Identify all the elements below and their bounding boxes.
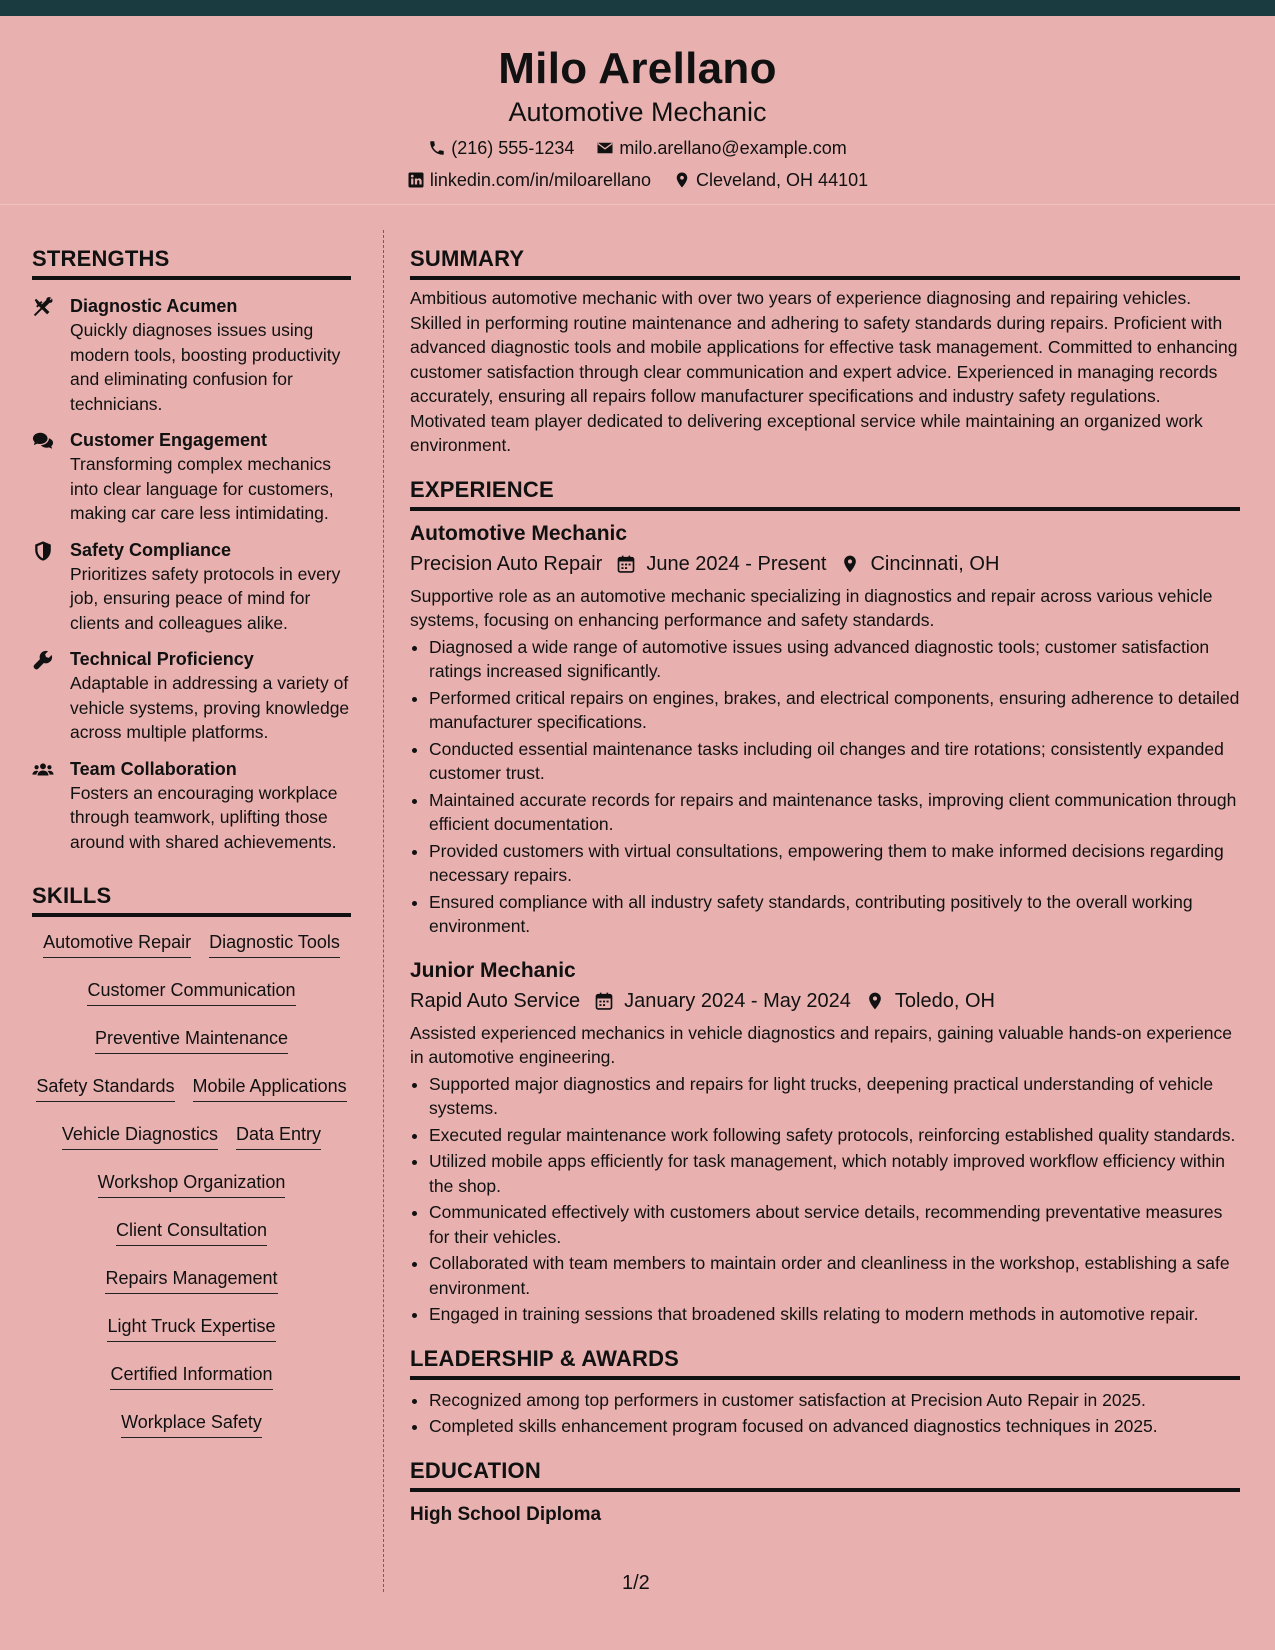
education-degree: High School Diploma	[410, 1503, 602, 1525]
job-title: Automotive Mechanic	[410, 521, 628, 545]
job-meta	[410, 987, 1240, 1015]
skill-chip: Preventive Maintenance	[95, 1021, 288, 1054]
phone-text: (216) 555-1234	[451, 138, 575, 158]
job-dates: June 2024 - Present	[646, 552, 827, 575]
job-company: Precision Auto Repair	[410, 552, 603, 575]
job-entry	[410, 520, 1240, 939]
strength-item	[32, 294, 351, 416]
job-description: Supportive role as an automotive mechanic specializing in diagnostics and repair across various vehicle systems, focusing on enhancing performance and safety standards.	[410, 585, 1213, 630]
top-accent-bar	[0, 0, 1275, 16]
skill-chip: Workplace Safety	[121, 1405, 262, 1438]
job-dates: January 2024 - May 2024	[624, 989, 851, 1012]
strength-item	[32, 428, 351, 526]
resume-header	[0, 16, 1275, 205]
job-bullet: • Ensured compliance with all industry safety standards, contributing positively to the overall working environment.	[429, 890, 1240, 939]
strength-desc: Transforming complex mechanics into clear language for customers, making car care less intimidating.	[70, 454, 334, 523]
wrench-icon	[32, 649, 54, 671]
job-bullet: • Provided customers with virtual consultations, empowering them to make informed decisions regarding necessary repairs.	[429, 839, 1240, 888]
location-contact	[673, 168, 868, 192]
summary-text: Ambitious automotive mechanic with over two years of experience diagnosing and repairing vehicles. Skilled in performing routine maintenance and adhering to safety standards during repairs. Proficient with advanced diagnostic tools and mobile applications for effective task management. Committed to enhancing customer satisfaction through clear communication and expert advice. Experienced in managing records accurately, ensuring all repairs follow manufacturer specifications and industry safety regulations. Motivated team player dedicated to delivering exceptional service while maintaining an organized work environment.	[410, 288, 1238, 455]
skill-chip: Customer Communication	[87, 973, 295, 1006]
job-bullet: • Communicated effectively with customers about service details, recommending preventative measures for their vehicles.	[429, 1200, 1240, 1249]
job-bullet: • Executed regular maintenance work following safety protocols, reinforcing established quality standards.	[429, 1123, 1240, 1148]
job-title: Junior Mechanic	[410, 958, 576, 982]
candidate-name: Milo Arellano	[498, 44, 777, 93]
strength-title: Safety Compliance	[70, 539, 232, 560]
job-bullet: • Collaborated with team members to maintain order and cleanliness in the workshop, establishing a safe environment.	[429, 1251, 1240, 1300]
strength-title: Diagnostic Acumen	[70, 296, 238, 316]
users-icon	[32, 759, 54, 781]
job-bullet: • Conducted essential maintenance tasks including oil changes and tire rotations; consistently expanded customer trust.	[429, 737, 1240, 786]
job-bullet: • Diagnosed a wide range of automotive issues using advanced diagnostic tools; customer satisfaction ratings increased significantly.	[429, 635, 1240, 684]
location-text: Cleveland, OH 44101	[696, 170, 869, 190]
calendar-icon	[616, 554, 636, 574]
strength-desc: Fosters an encouraging workplace through teamwork, uplifting those around with shared achievements.	[70, 782, 338, 852]
right-column	[410, 245, 1240, 1528]
job-bullet: • Utilized mobile apps efficiently for task management, which notably improved workflow efficiency within the shop.	[429, 1149, 1240, 1198]
contact-row-2	[0, 168, 1275, 192]
skills-list	[32, 925, 351, 1453]
shield-icon	[32, 540, 54, 562]
strength-item	[32, 647, 351, 745]
candidate-title: Automotive Mechanic	[508, 97, 767, 127]
experience-section	[410, 476, 1240, 1327]
education-heading: EDUCATION	[410, 1457, 1240, 1492]
skills-heading: SKILLS	[32, 882, 351, 917]
job-description: Assisted experienced mechanics in vehicle diagnostics and repairs, gaining valuable hands-on experience in automotive engineering.	[410, 1022, 1233, 1067]
skill-chip: Workshop Organization	[98, 1165, 286, 1198]
leadership-item: • Completed skills enhancement program focused on advanced diagnostics techniques in 2025.	[429, 1414, 1240, 1439]
email-contact[interactable]	[596, 136, 846, 160]
job-company: Rapid Auto Service	[410, 989, 581, 1012]
linkedin-contact[interactable]	[407, 168, 651, 192]
email-text: milo.arellano@example.com	[619, 138, 847, 158]
job-bullet: • Performed critical repairs on engines, brakes, and electrical components, ensuring adherence to detailed manufacturer specifications.	[429, 686, 1240, 735]
job-entry	[410, 957, 1240, 1327]
strength-desc: Quickly diagnoses issues using modern tools, boosting productivity and eliminating confusion for technicians.	[70, 320, 341, 414]
leadership-item: • Recognized among top performers in customer satisfaction at Precision Auto Repair in 2025.	[429, 1388, 1240, 1413]
job-bullet: • Maintained accurate records for repairs and maintenance tasks, improving client communication through efficient documentation.	[429, 788, 1240, 837]
job-location: Toledo, OH	[894, 989, 995, 1012]
job-bullet: • Engaged in training sessions that broadened skills relating to modern methods in automotive repair.	[429, 1302, 1240, 1327]
education-section	[410, 1457, 1240, 1528]
leadership-list	[410, 1388, 1240, 1439]
chat-bubbles-icon	[32, 430, 54, 452]
job-location: Cincinnati, OH	[870, 552, 1000, 575]
skill-chip: Diagnostic Tools	[209, 925, 340, 958]
contact-row-1	[0, 136, 1275, 160]
phone-contact	[428, 136, 574, 160]
strengths-heading: STRENGTHS	[32, 245, 351, 280]
linkedin-text: linkedin.com/in/miloarellano	[429, 170, 651, 190]
skill-chip: Light Truck Expertise	[107, 1309, 275, 1342]
linkedin-icon	[407, 171, 425, 189]
leadership-section	[410, 1345, 1240, 1439]
skill-chip: Repairs Management	[105, 1261, 277, 1294]
leadership-heading: LEADERSHIP & AWARDS	[410, 1345, 1240, 1380]
skill-chip: Safety Standards	[36, 1069, 174, 1102]
page-number: 1/2	[622, 1572, 650, 1594]
column-divider	[383, 230, 384, 1592]
strength-title: Technical Proficiency	[70, 649, 254, 669]
envelope-icon	[596, 139, 614, 157]
strength-item	[32, 757, 351, 855]
phone-icon	[428, 139, 446, 157]
skill-chip: Certified Information	[110, 1357, 272, 1390]
job-bullets	[410, 1072, 1240, 1327]
job-bullet: • Supported major diagnostics and repairs for light trucks, deepening practical understanding of vehicle systems.	[429, 1072, 1240, 1121]
experience-heading: EXPERIENCE	[410, 476, 1240, 511]
skills-section	[32, 882, 351, 1453]
skill-chip: Data Entry	[236, 1117, 321, 1150]
skill-chip: Automotive Repair	[43, 925, 191, 958]
strength-desc: Adaptable in addressing a variety of vehicle systems, proving knowledge across multiple platforms.	[70, 673, 350, 742]
strength-title: Team Collaboration	[70, 758, 237, 779]
skill-chip: Vehicle Diagnostics	[62, 1117, 218, 1150]
tools-icon	[32, 296, 54, 318]
skill-chip: Client Consultation	[116, 1213, 267, 1246]
skill-chip: Mobile Applications	[193, 1069, 347, 1102]
strength-desc: Prioritizes safety protocols in every job, ensuring peace of mind for clients and colleagues alike.	[70, 563, 341, 633]
strength-title: Customer Engagement	[70, 430, 268, 450]
left-column	[32, 245, 351, 1453]
map-pin-icon	[673, 171, 691, 189]
strength-item	[32, 538, 351, 636]
map-pin-icon	[840, 554, 860, 574]
map-pin-icon	[865, 991, 885, 1011]
job-meta	[410, 550, 1240, 578]
summary-heading: SUMMARY	[410, 245, 1240, 280]
job-bullets	[410, 635, 1240, 939]
calendar-icon	[594, 991, 614, 1011]
